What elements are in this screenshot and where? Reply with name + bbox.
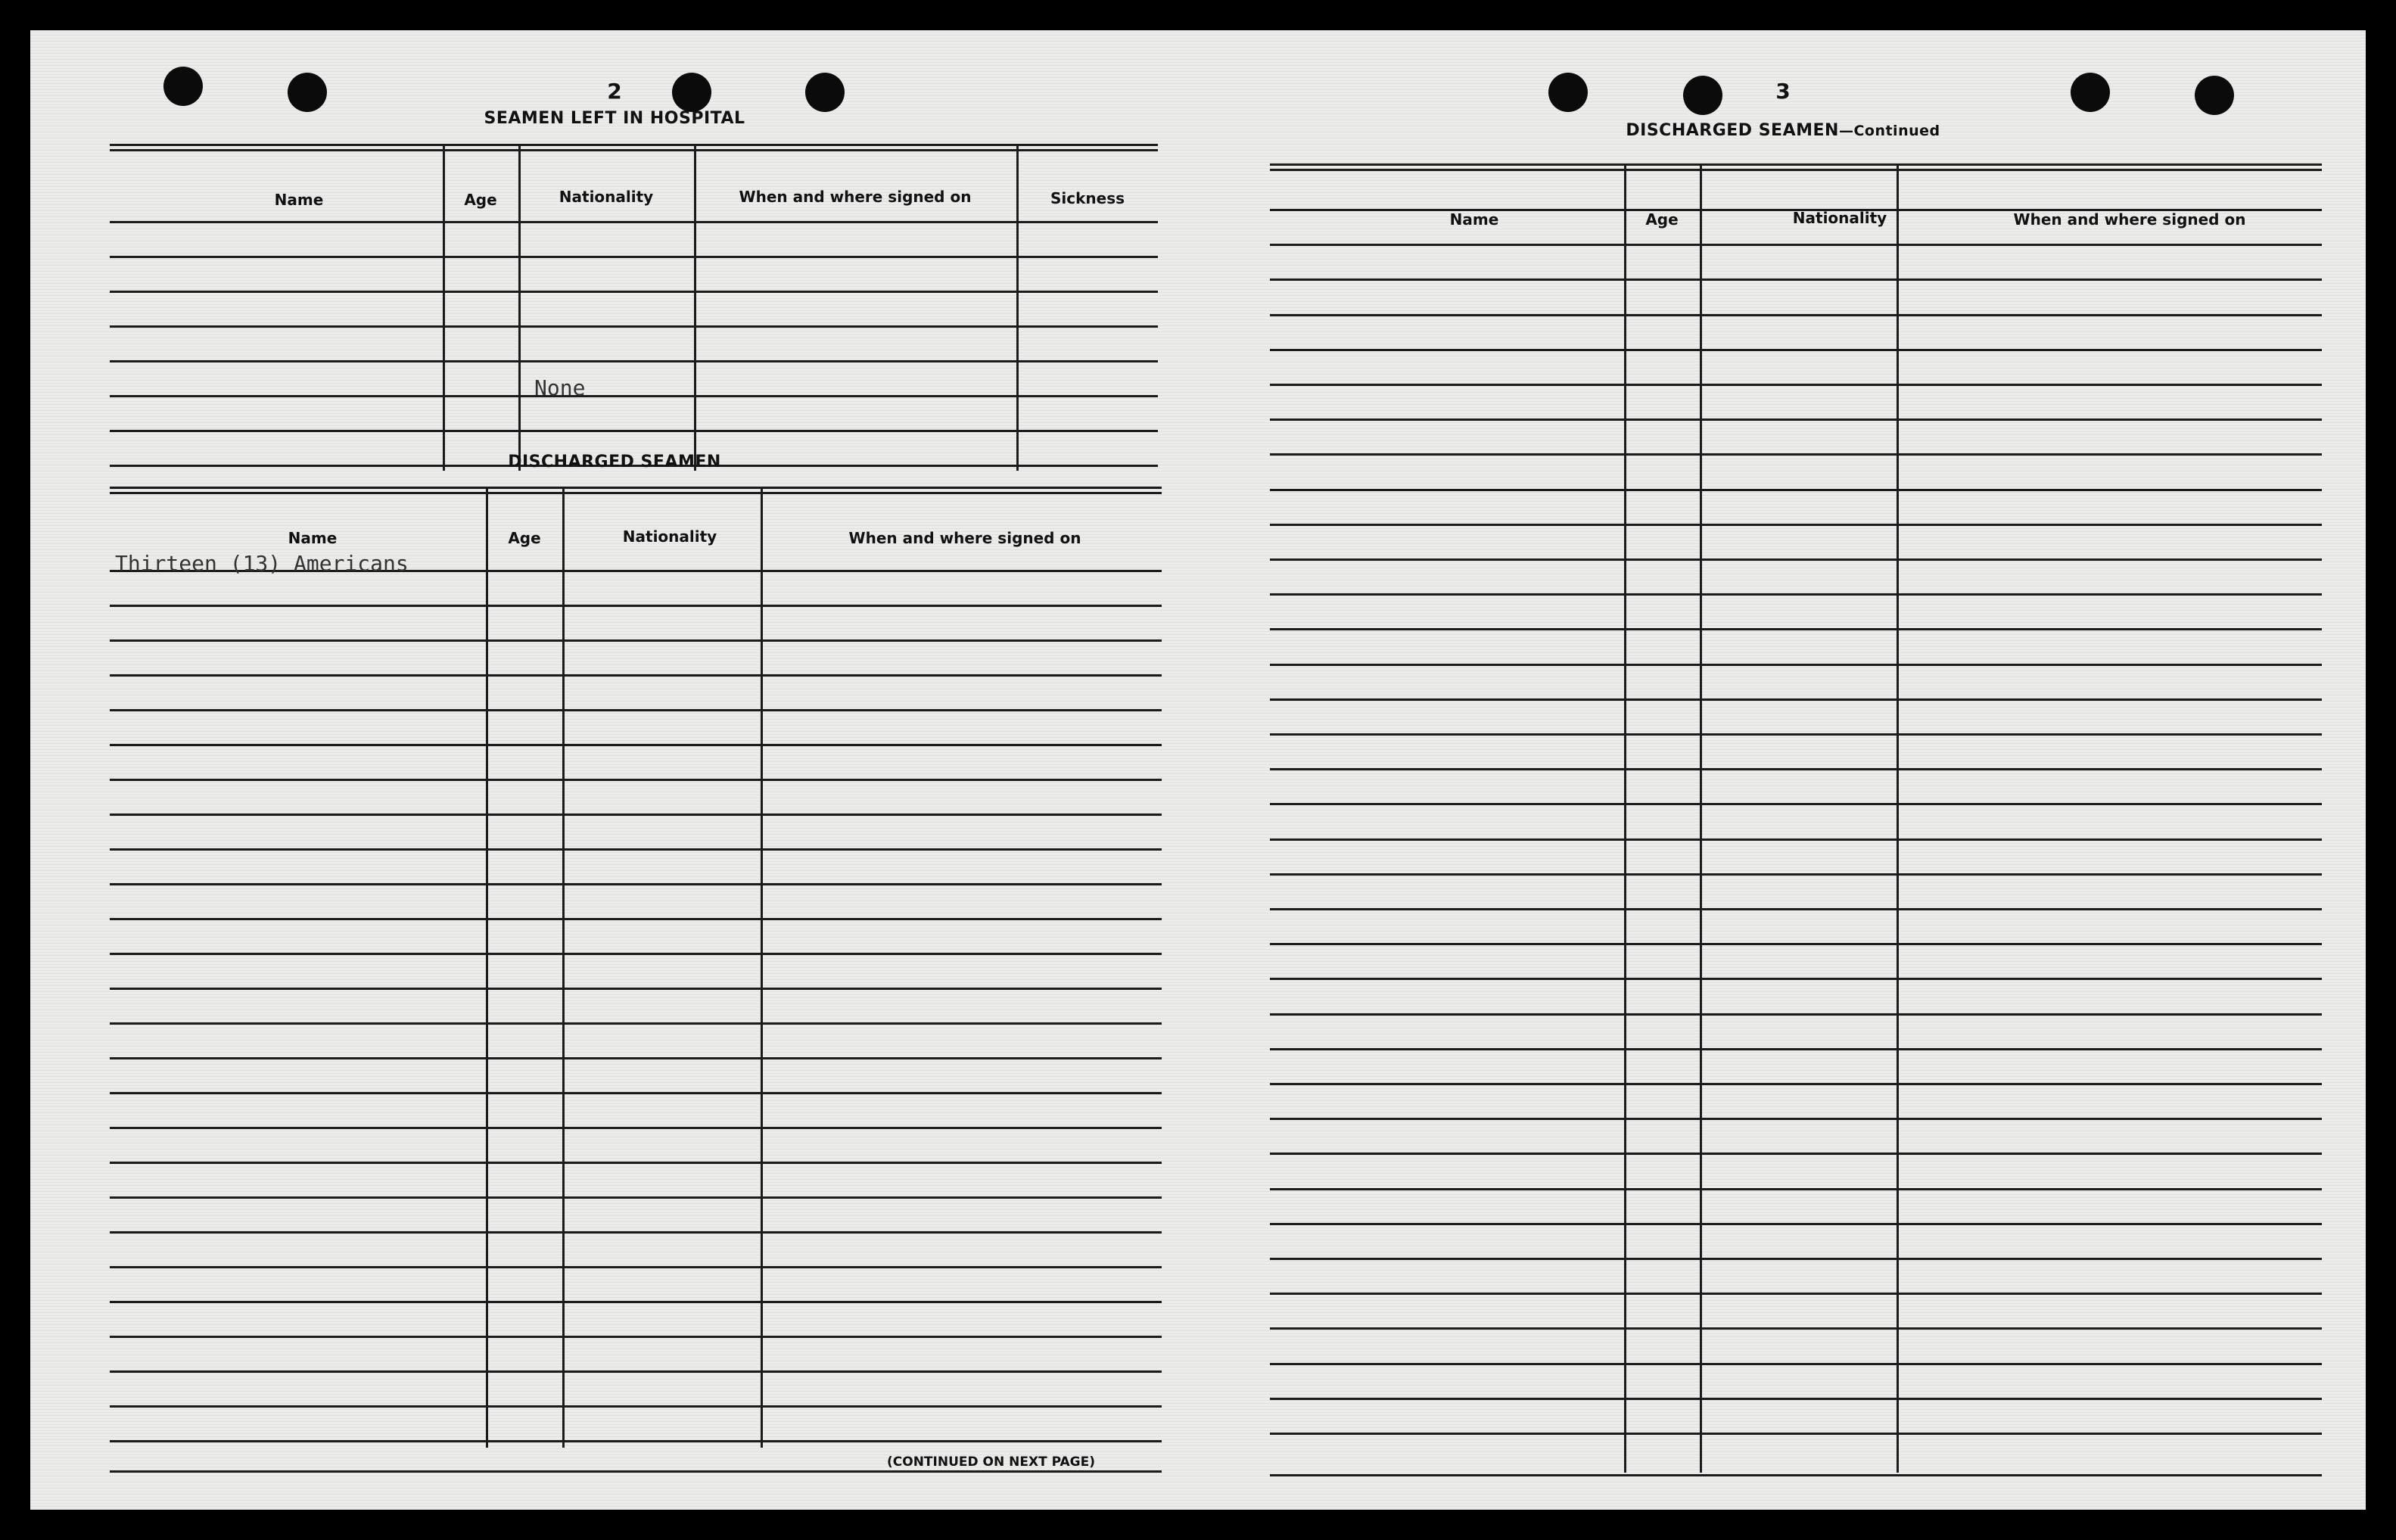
row-rule <box>110 430 1158 432</box>
row-rule <box>110 953 1162 955</box>
row-rule <box>110 221 1158 223</box>
column-divider <box>1624 163 1626 1473</box>
discharged-entry: Thirteen (13) Americans <box>115 551 409 576</box>
row-rule <box>1270 1433 2322 1435</box>
row-rule <box>1270 1293 2322 1295</box>
column-divider <box>1897 163 1899 1473</box>
row-rule <box>110 605 1162 607</box>
row-rule <box>1270 873 2322 876</box>
row-rule <box>110 1057 1162 1059</box>
hospital-entry-none: None <box>534 375 586 400</box>
row-rule <box>110 779 1162 781</box>
column-divider <box>1700 163 1702 1473</box>
punch-hole <box>2071 73 2110 112</box>
row-rule <box>110 674 1162 677</box>
continued-title-main: DISCHARGED SEAMEN <box>1626 121 1839 140</box>
page-number-right: 3 <box>1775 79 1791 104</box>
column-divider <box>443 144 445 471</box>
column-divider <box>694 144 696 471</box>
column-header: Name <box>1449 210 1499 229</box>
row-rule <box>110 256 1158 258</box>
row-rule <box>1270 803 2322 805</box>
row-rule <box>110 1231 1162 1234</box>
row-rule <box>1270 908 2322 910</box>
discharged-section-title: DISCHARGED SEAMEN <box>508 453 721 471</box>
hospital-table <box>110 144 1158 471</box>
row-rule <box>1270 453 2322 456</box>
punch-hole <box>163 67 203 106</box>
row-rule <box>1270 978 2322 980</box>
row-rule <box>110 360 1158 362</box>
table-top-rule <box>110 144 1158 146</box>
row-rule <box>1270 698 2322 701</box>
column-header: Sickness <box>1050 189 1125 207</box>
row-rule <box>1270 418 2322 421</box>
row-rule <box>1270 1118 2322 1120</box>
row-rule <box>110 848 1162 851</box>
row-rule <box>1270 1258 2322 1260</box>
column-divider <box>1016 144 1019 471</box>
row-rule <box>1270 1013 2322 1016</box>
column-divider <box>518 144 521 471</box>
punch-hole <box>672 73 711 112</box>
column-header: Nationality <box>622 527 717 546</box>
row-rule <box>1270 384 2322 386</box>
row-rule <box>1270 278 2322 281</box>
column-header: When and where signed on <box>739 188 972 206</box>
row-rule <box>1270 768 2322 770</box>
column-divider <box>562 487 565 1448</box>
punch-hole <box>1683 76 1722 115</box>
row-rule <box>110 1370 1162 1373</box>
row-rule <box>1270 1363 2322 1365</box>
continued-title-suffix: —Continued <box>1838 123 1940 139</box>
row-rule <box>110 325 1158 328</box>
row-rule <box>110 1440 1162 1442</box>
row-rule <box>1270 314 2322 316</box>
column-divider <box>486 487 488 1448</box>
punch-hole <box>2195 76 2234 115</box>
discharged-continued-table <box>1270 163 2322 1479</box>
table-top-rule <box>110 492 1162 494</box>
row-rule <box>1270 489 2322 491</box>
table-top-rule <box>1270 169 2322 171</box>
row-rule <box>110 395 1158 397</box>
row-rule <box>110 639 1162 642</box>
row-rule <box>1270 558 2322 561</box>
row-rule <box>110 1092 1162 1094</box>
row-rule <box>110 744 1162 746</box>
column-header: Age <box>508 529 541 547</box>
punch-hole <box>805 73 845 112</box>
column-header: When and where signed on <box>2013 210 2246 229</box>
continued-footer: (CONTINUED ON NEXT PAGE) <box>887 1454 1095 1470</box>
row-rule <box>110 1301 1162 1303</box>
row-rule <box>1270 244 2322 246</box>
row-rule <box>1270 838 2322 841</box>
row-rule <box>1270 664 2322 666</box>
row-rule <box>110 1470 1162 1473</box>
manifest-sheet <box>30 30 2366 1510</box>
row-rule <box>1270 593 2322 596</box>
discharged-table <box>110 487 1162 1478</box>
row-rule <box>1270 943 2322 945</box>
punch-hole <box>1548 73 1588 112</box>
row-rule <box>110 1022 1162 1025</box>
row-rule <box>1270 733 2322 736</box>
column-header: Nationality <box>559 188 654 206</box>
row-rule <box>1270 628 2322 630</box>
row-rule <box>1270 349 2322 351</box>
punch-hole <box>288 73 327 112</box>
column-header: Name <box>274 191 324 209</box>
page-number-left: 2 <box>607 79 622 104</box>
row-rule <box>1270 1048 2322 1050</box>
row-rule <box>110 1266 1162 1268</box>
row-rule <box>110 1162 1162 1164</box>
table-top-rule <box>110 487 1162 489</box>
row-rule <box>1270 1188 2322 1190</box>
row-rule <box>110 1405 1162 1408</box>
row-rule <box>1270 1083 2322 1085</box>
row-rule <box>1270 1153 2322 1155</box>
continued-section-title <box>1626 121 1940 140</box>
row-rule <box>1270 1327 2322 1330</box>
row-rule <box>1270 1474 2322 1476</box>
table-top-rule <box>110 149 1158 151</box>
row-rule <box>1270 524 2322 526</box>
row-rule <box>110 1336 1162 1338</box>
column-header: Age <box>464 191 497 209</box>
column-header: Name <box>288 529 338 547</box>
row-rule <box>110 918 1162 920</box>
column-header: Nationality <box>1792 209 1887 227</box>
row-rule <box>110 1196 1162 1199</box>
row-rule <box>110 988 1162 990</box>
column-header: Age <box>1645 210 1679 229</box>
hospital-section-title: SEAMEN LEFT IN HOSPITAL <box>484 109 745 128</box>
row-rule <box>110 814 1162 816</box>
table-top-rule <box>1270 163 2322 166</box>
row-rule <box>1270 1223 2322 1225</box>
column-divider <box>761 487 763 1448</box>
row-rule <box>110 883 1162 885</box>
row-rule <box>110 1127 1162 1129</box>
column-header: When and where signed on <box>848 529 1081 547</box>
row-rule <box>110 709 1162 711</box>
row-rule <box>110 291 1158 293</box>
row-rule <box>1270 1398 2322 1400</box>
